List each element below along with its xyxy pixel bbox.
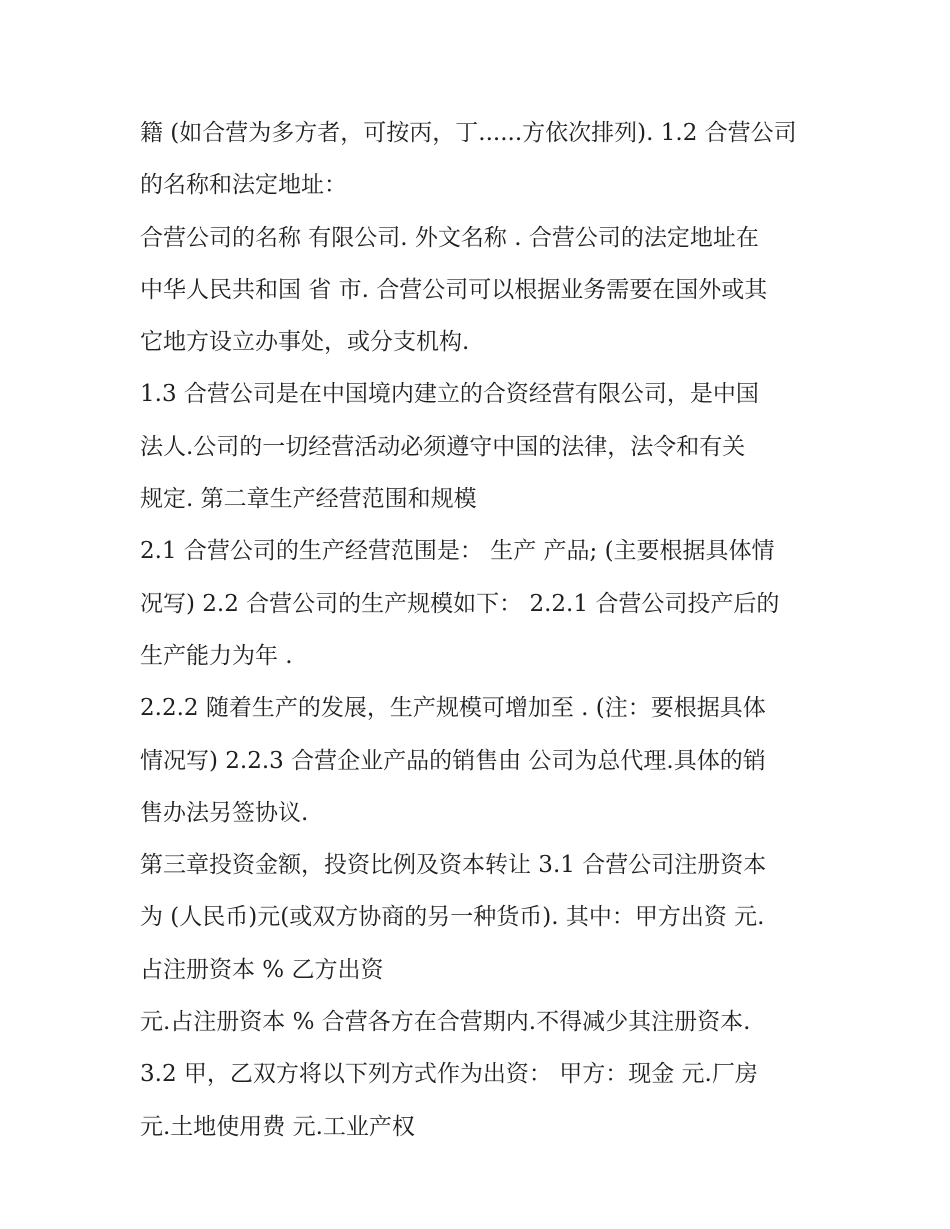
text-line: 1.3 合营公司是在中国境内建立的合资经营有限公司，是中国	[140, 381, 759, 408]
text-line: 2.2.2 随着生产的发展，生产规模可增加至 . (注：要根据具体	[140, 695, 766, 722]
text-line: 规定. 第二章生产经营范围和规模	[140, 486, 477, 513]
text-line: 它地方设立办事处，或分支机构.	[140, 329, 470, 356]
text-line: 2.1 合营公司的生产经营范围是： 生产 产品; (主要根据具体情	[140, 538, 775, 565]
text-line: 籍 (如合营为多方者，可按丙，丁......方依次排列). 1.2 合营公司	[140, 120, 797, 146]
document-body-text	[140, 107, 820, 1153]
text-line: 元.土地使用费 元.工业产权	[140, 1113, 415, 1140]
text-line: 3.2 甲，乙双方将以下列方式作为出资： 甲方：现金 元.厂房	[140, 1061, 758, 1088]
text-line: 的名称和法定地址：	[140, 172, 347, 199]
text-line: 第三章投资金额，投资比例及资本转让 3.1 合营公司注册资本	[140, 852, 767, 879]
text-line: 中华人民共和国 省 市. 合营公司可以根据业务需要在国外或其	[140, 276, 768, 303]
text-line: 况写) 2.2 合营公司的生产规模如下： 2.2.1 合营公司投产后的	[140, 590, 780, 617]
text-line: 售办法另签协议.	[140, 799, 309, 826]
text-line: 合营公司的名称 有限公司. 外文名称 . 合营公司的法定地址在	[140, 224, 759, 251]
text-line: 元.占注册资本 % 合营各方在合营期内.不得减少其注册资本.	[140, 1009, 751, 1036]
text-line: 占注册资本 % 乙方出资	[140, 956, 384, 983]
text-line: 为 (人民币)元(或双方协商的另一种货币). 其中：甲方出资 元.	[140, 904, 765, 931]
text-line: 法人.公司的一切经营活动必须遵守中国的法律，法令和有关	[140, 433, 746, 460]
text-line: 生产能力为年 .	[140, 642, 293, 669]
text-line: 情况写) 2.2.3 合营企业产品的销售由 公司为总代理.具体的销	[140, 747, 766, 774]
